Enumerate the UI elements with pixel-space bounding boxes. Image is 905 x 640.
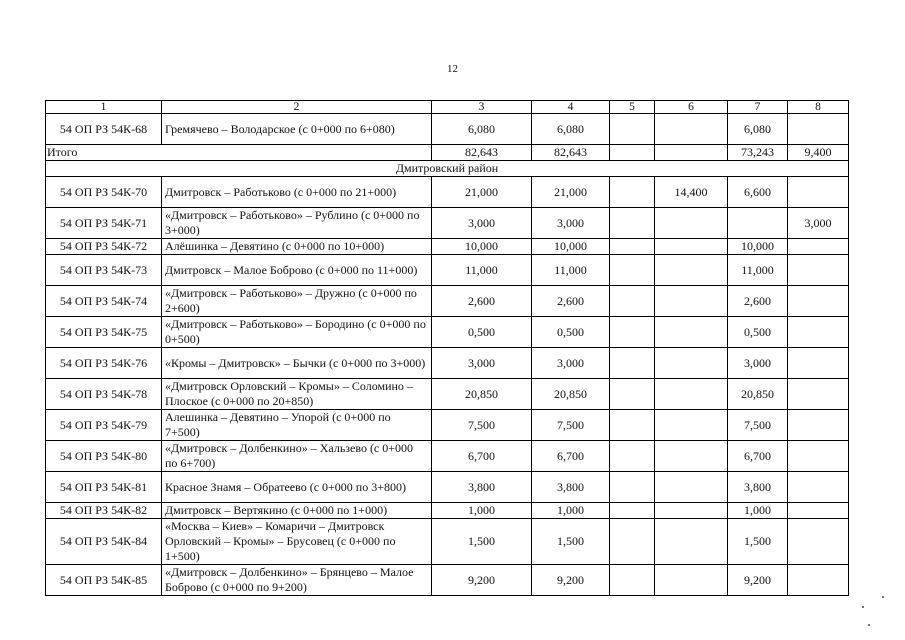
road-code-cell: 54 ОП РЗ 54К-81	[46, 472, 162, 503]
value-cell-4: 3,800	[532, 472, 610, 503]
value-cell-5	[610, 239, 655, 255]
value-cell-4: 1,000	[532, 503, 610, 519]
value-cell-4: 0,500	[532, 317, 610, 348]
value-cell-3: 11,000	[432, 255, 532, 286]
road-name-cell: «Кромы – Дмитровск» – Бычки (с 0+000 по 3+000)	[162, 348, 432, 379]
value-cell-6	[655, 379, 728, 410]
value-cell-5	[610, 348, 655, 379]
value-cell-3: 1,500	[432, 519, 532, 565]
value-cell-6	[655, 565, 728, 596]
value-cell-5	[610, 177, 655, 208]
value-cell-4: 7,500	[532, 410, 610, 441]
value-cell-5	[610, 441, 655, 472]
value-cell-3: 21,000	[432, 177, 532, 208]
value-cell-8	[788, 565, 849, 596]
value-cell-3: 3,000	[432, 348, 532, 379]
value-cell-8	[788, 114, 849, 145]
total-value-6	[655, 145, 728, 161]
value-cell-7: 9,200	[728, 565, 788, 596]
value-cell-8	[788, 519, 849, 565]
table-row	[46, 255, 849, 286]
value-cell-5	[610, 114, 655, 145]
value-cell-3: 9,200	[432, 565, 532, 596]
road-name-cell: «Дмитровск – Работьково» – Бородино (с 0+000 по 0+500)	[162, 317, 432, 348]
value-cell-3: 3,000	[432, 208, 532, 239]
value-cell-7: 3,800	[728, 472, 788, 503]
value-cell-7: 2,600	[728, 286, 788, 317]
value-cell-3: 0,500	[432, 317, 532, 348]
value-cell-6	[655, 239, 728, 255]
road-code-cell: 54 ОП РЗ 54К-78	[46, 379, 162, 410]
value-cell-5	[610, 317, 655, 348]
value-cell-3: 6,700	[432, 441, 532, 472]
value-cell-8	[788, 348, 849, 379]
header-cell: 3	[432, 101, 532, 114]
value-cell-6	[655, 503, 728, 519]
value-cell-6	[655, 208, 728, 239]
value-cell-8	[788, 239, 849, 255]
roads-table	[45, 100, 849, 596]
road-code-cell: 54 ОП РЗ 54К-84	[46, 519, 162, 565]
value-cell-8	[788, 379, 849, 410]
value-cell-6	[655, 519, 728, 565]
value-cell-3: 2,600	[432, 286, 532, 317]
value-cell-7: 6,600	[728, 177, 788, 208]
header-cell: 1	[46, 101, 162, 114]
total-value-4: 82,643	[532, 145, 610, 161]
value-cell-8	[788, 255, 849, 286]
value-cell-8	[788, 410, 849, 441]
value-cell-5	[610, 519, 655, 565]
road-code-cell: 54 ОП РЗ 54К-70	[46, 177, 162, 208]
value-cell-7: 6,700	[728, 441, 788, 472]
value-cell-5	[610, 410, 655, 441]
header-cell: 4	[532, 101, 610, 114]
table-row	[46, 441, 849, 472]
value-cell-7: 3,000	[728, 348, 788, 379]
total-value-5	[610, 145, 655, 161]
value-cell-4: 1,500	[532, 519, 610, 565]
road-name-cell: Дмитровск – Работьково (с 0+000 по 21+000)	[162, 177, 432, 208]
value-cell-7: 7,500	[728, 410, 788, 441]
road-name-cell: «Москва – Киев» – Комаричи – Дмитровск Орловский – Кромы» – Брусовец (с 0+000 по 1+500)	[162, 519, 432, 565]
table-row	[46, 472, 849, 503]
value-cell-3: 20,850	[432, 379, 532, 410]
road-code-cell: 54 ОП РЗ 54К-74	[46, 286, 162, 317]
total-value-7: 73,243	[728, 145, 788, 161]
total-row	[46, 145, 849, 161]
road-code-cell: 54 ОП РЗ 54К-75	[46, 317, 162, 348]
value-cell-5	[610, 565, 655, 596]
header-cell: 5	[610, 101, 655, 114]
value-cell-7	[728, 208, 788, 239]
scan-speck	[862, 606, 864, 608]
value-cell-3: 10,000	[432, 239, 532, 255]
value-cell-8	[788, 317, 849, 348]
value-cell-8	[788, 472, 849, 503]
road-name-cell: Дмитровск – Вертякино (с 0+000 по 1+000)	[162, 503, 432, 519]
table-row	[46, 379, 849, 410]
road-name-cell: «Дмитровск – Долбенкино» – Брянцево – Малое Боброво (с 0+000 по 9+200)	[162, 565, 432, 596]
value-cell-6: 14,400	[655, 177, 728, 208]
table-row	[46, 286, 849, 317]
value-cell-7: 1,000	[728, 503, 788, 519]
road-code-cell: 54 ОП РЗ 54К-73	[46, 255, 162, 286]
value-cell-4: 6,700	[532, 441, 610, 472]
table-row	[46, 208, 849, 239]
value-cell-6	[655, 255, 728, 286]
value-cell-4: 3,000	[532, 348, 610, 379]
value-cell-7: 0,500	[728, 317, 788, 348]
road-code-cell: 54 ОП РЗ 54К-71	[46, 208, 162, 239]
table-row	[46, 348, 849, 379]
table-row	[46, 177, 849, 208]
value-cell-6	[655, 441, 728, 472]
table-row	[46, 317, 849, 348]
road-name-cell: Гремячево – Володарское (с 0+000 по 6+080)	[162, 114, 432, 145]
table-row	[46, 410, 849, 441]
value-cell-4: 6,080	[532, 114, 610, 145]
value-cell-4: 3,000	[532, 208, 610, 239]
value-cell-5	[610, 208, 655, 239]
value-cell-8	[788, 441, 849, 472]
value-cell-5	[610, 255, 655, 286]
page-number: 12	[447, 63, 458, 75]
table-row	[46, 565, 849, 596]
table-row	[46, 519, 849, 565]
table-row	[46, 503, 849, 519]
value-cell-7: 1,500	[728, 519, 788, 565]
road-code-cell: 54 ОП РЗ 54К-72	[46, 239, 162, 255]
scan-speck	[882, 596, 884, 598]
road-code-cell: 54 ОП РЗ 54К-68	[46, 114, 162, 145]
road-name-cell: «Дмитровск Орловский – Кромы» – Соломино – Плоское (с 0+000 по 20+850)	[162, 379, 432, 410]
road-name-cell: «Дмитровск – Работьково» – Рублино (с 0+000 по 3+000)	[162, 208, 432, 239]
total-value-3: 82,643	[432, 145, 532, 161]
value-cell-5	[610, 503, 655, 519]
road-name-cell: Красное Знамя – Обратеево (с 0+000 по 3+800)	[162, 472, 432, 503]
value-cell-4: 20,850	[532, 379, 610, 410]
road-name-cell: «Дмитровск – Долбенкино» – Хальзево (с 0+000 по 6+700)	[162, 441, 432, 472]
value-cell-7: 11,000	[728, 255, 788, 286]
value-cell-7: 10,000	[728, 239, 788, 255]
value-cell-5	[610, 379, 655, 410]
value-cell-6	[655, 472, 728, 503]
district-heading: Дмитровский район	[46, 161, 849, 177]
value-cell-6	[655, 348, 728, 379]
table-row	[46, 239, 849, 255]
value-cell-3: 7,500	[432, 410, 532, 441]
road-code-cell: 54 ОП РЗ 54К-85	[46, 565, 162, 596]
road-code-cell: 54 ОП РЗ 54К-76	[46, 348, 162, 379]
value-cell-6	[655, 317, 728, 348]
value-cell-8	[788, 503, 849, 519]
header-cell: 8	[788, 101, 849, 114]
road-name-cell: «Дмитровск – Работьково» – Дружно (с 0+000 по 2+600)	[162, 286, 432, 317]
value-cell-8	[788, 286, 849, 317]
road-name-cell: Алешинка – Девятино – Упорой (с 0+000 по 7+500)	[162, 410, 432, 441]
value-cell-4: 2,600	[532, 286, 610, 317]
table-row	[46, 114, 849, 145]
road-code-cell: 54 ОП РЗ 54К-82	[46, 503, 162, 519]
value-cell-8: 3,000	[788, 208, 849, 239]
value-cell-4: 10,000	[532, 239, 610, 255]
value-cell-6	[655, 114, 728, 145]
value-cell-5	[610, 286, 655, 317]
value-cell-6	[655, 286, 728, 317]
scan-speck	[868, 624, 870, 626]
value-cell-4: 21,000	[532, 177, 610, 208]
header-row	[46, 101, 849, 114]
header-cell: 6	[655, 101, 728, 114]
value-cell-3: 1,000	[432, 503, 532, 519]
header-cell: 2	[162, 101, 432, 114]
road-name-cell: Алёшинка – Девятино (с 0+000 по 10+000)	[162, 239, 432, 255]
road-code-cell: 54 ОП РЗ 54К-80	[46, 441, 162, 472]
value-cell-8	[788, 177, 849, 208]
road-name-cell: Дмитровск – Малое Боброво (с 0+000 по 11+000)	[162, 255, 432, 286]
value-cell-3: 3,800	[432, 472, 532, 503]
value-cell-7: 6,080	[728, 114, 788, 145]
value-cell-3: 6,080	[432, 114, 532, 145]
value-cell-7: 20,850	[728, 379, 788, 410]
total-label: Итого	[46, 145, 432, 161]
district-heading-row	[46, 161, 849, 177]
value-cell-4: 9,200	[532, 565, 610, 596]
header-cell: 7	[728, 101, 788, 114]
value-cell-5	[610, 472, 655, 503]
table-body	[46, 101, 849, 596]
road-code-cell: 54 ОП РЗ 54К-79	[46, 410, 162, 441]
value-cell-4: 11,000	[532, 255, 610, 286]
total-value-8: 9,400	[788, 145, 849, 161]
value-cell-6	[655, 410, 728, 441]
